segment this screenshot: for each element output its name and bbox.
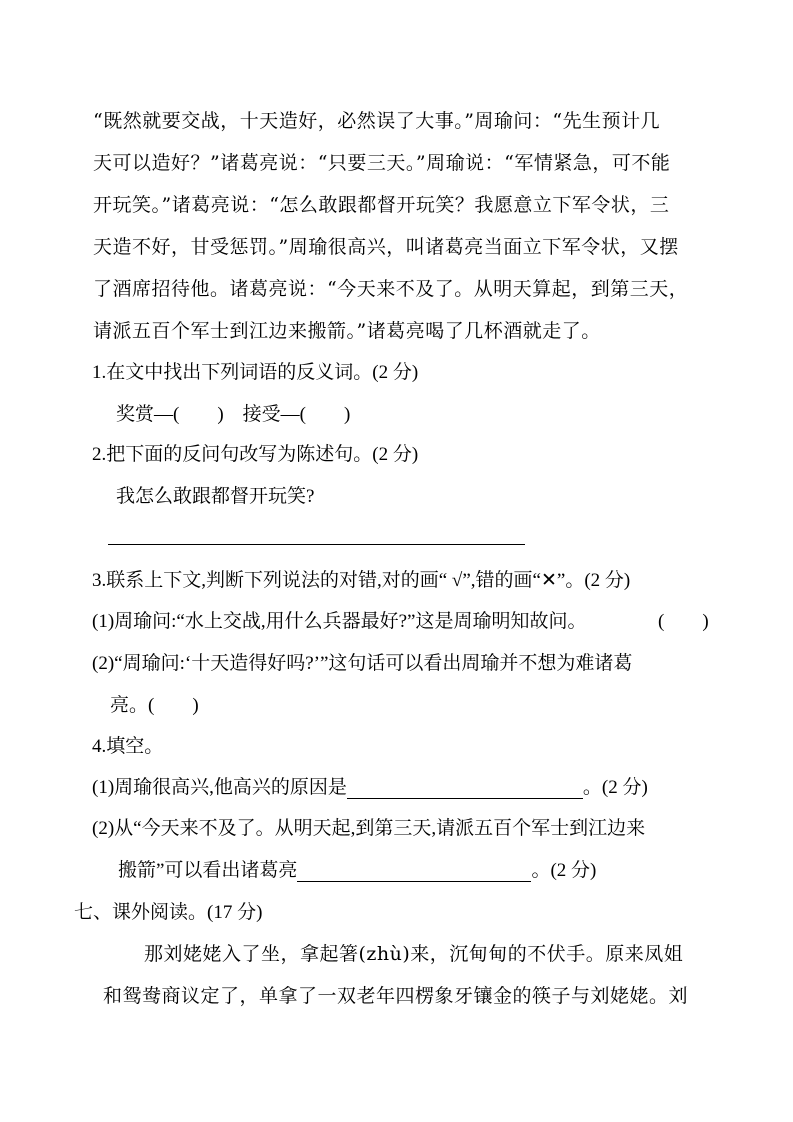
passage-line-4: 天造不好，甘受惩罚。”周瑜很高兴，叫诸葛亮当面立下军令状，又摆 bbox=[93, 236, 679, 258]
question-2-answer-line[interactable] bbox=[108, 544, 525, 545]
question-2-title: 2.把下面的反问句改写为陈述句。(2 分) bbox=[92, 444, 419, 465]
question-4-item-1-blank[interactable] bbox=[347, 778, 583, 799]
question-1-items: 奖赏—( ) 接受—( ) bbox=[116, 404, 351, 425]
passage-line-6: 请派五百个军士到江边来搬箭。”诸葛亮喝了几杯酒就走了。 bbox=[93, 320, 601, 342]
question-2-sentence: 我怎么敢跟都督开玩笑? bbox=[116, 486, 315, 507]
passage-line-3: 开玩笑。”诸葛亮说：“怎么敢跟都督开玩笑？我愿意立下军令状，三 bbox=[93, 194, 670, 216]
section-7-title: 七、课外阅读。(17 分) bbox=[74, 902, 263, 923]
question-4-item-1 bbox=[92, 772, 648, 799]
question-4-item-1-prefix: (1)周瑜很高兴,他高兴的原因是 bbox=[92, 777, 347, 798]
question-4-title: 4.填空。 bbox=[92, 736, 164, 757]
question-3-item-2-line-1: (2)“周瑜问:‘十天造得好吗?’”这句话可以看出周瑜并不想为难诸葛 bbox=[92, 653, 633, 674]
question-1-title: 1.在文中找出下列词语的反义词。(2 分) bbox=[92, 362, 419, 383]
question-4-item-2-line-2 bbox=[118, 855, 596, 882]
passage-line-5: 了酒席招待他。诸葛亮说：“今天来不及了。从明天算起，到第三天， bbox=[93, 278, 689, 300]
section-7-passage-line-2: 和鸳鸯商议定了，单拿了一双老年四楞象牙镶金的筷子与刘姥姥。刘 bbox=[103, 985, 689, 1007]
question-4-item-2-suffix: 。(2 分) bbox=[531, 860, 597, 881]
section-7-passage-line-1: 那刘姥姥入了坐，拿起箸(zhù)来，沉甸甸的不伏手。原来凤姐 bbox=[144, 943, 684, 965]
question-3-item-2-line-2: 亮。( ) bbox=[110, 695, 199, 716]
question-4-item-1-suffix: 。(2 分) bbox=[582, 777, 648, 798]
question-3-item-1: (1)周瑜问:“水上交战,用什么兵器最好?”这是周瑜明知故问。 bbox=[92, 611, 587, 632]
question-4-item-2-prefix: 搬箭”可以看出诸葛亮 bbox=[118, 860, 298, 881]
question-3-title: 3.联系上下文,判断下列说法的对错,对的画“ √”,错的画“✕”。(2 分) bbox=[92, 570, 631, 591]
question-4-item-2-line-1: (2)从“今天来不及了。从明天起,到第三天,请派五百个军士到江边来 bbox=[92, 818, 646, 839]
passage-line-1: “既然就要交战，十天造好，必然误了大事。”周瑜问：“先生预计几 bbox=[93, 110, 661, 132]
question-3-item-1-answer[interactable]: ( ) bbox=[658, 611, 709, 632]
question-4-item-2-blank[interactable] bbox=[297, 861, 531, 882]
passage-line-2: 天可以造好？”诸葛亮说：“只要三天。”周瑜说：“军情紧急，可不能 bbox=[93, 152, 671, 174]
